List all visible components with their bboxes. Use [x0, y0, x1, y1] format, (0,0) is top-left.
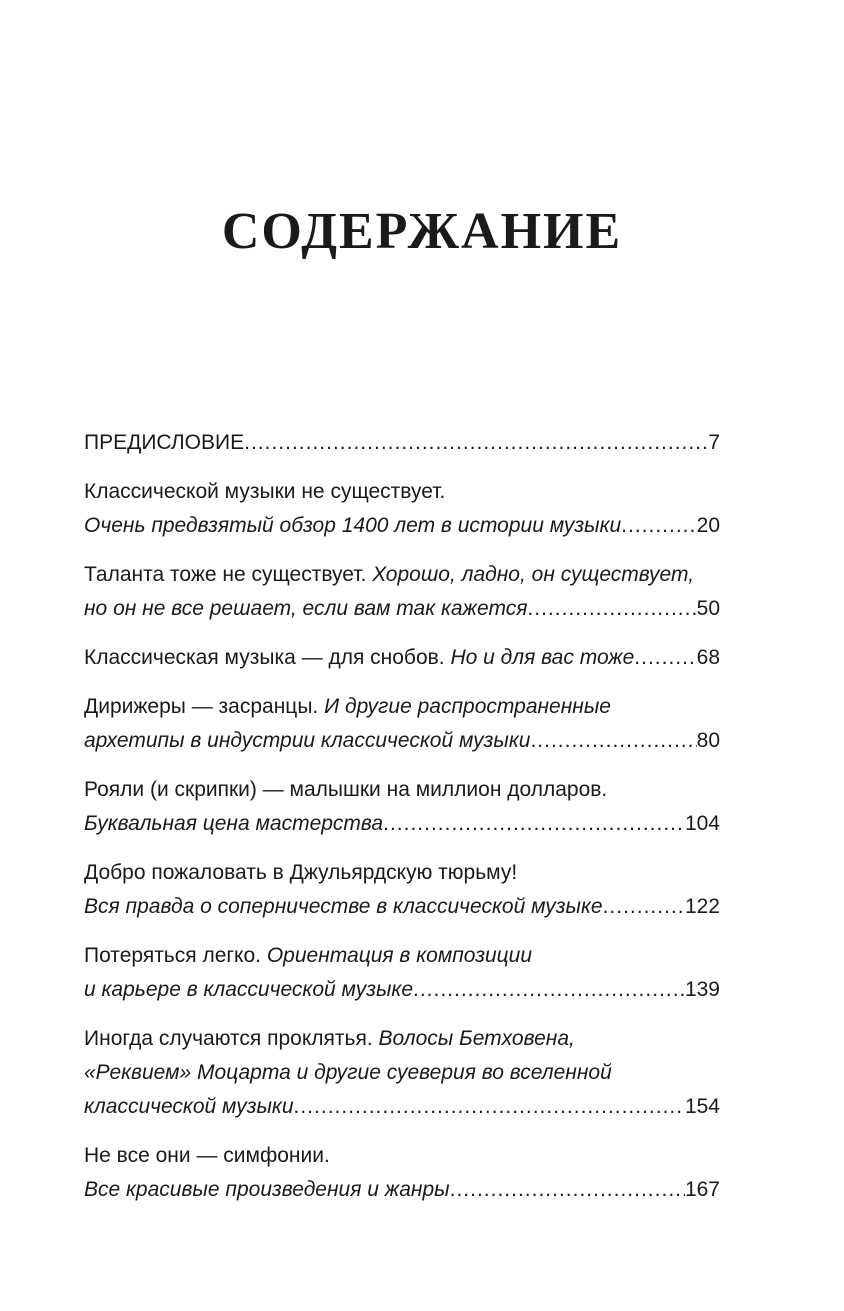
toc-entry-title: ПРЕДИСЛОВИЕ [84, 431, 245, 454]
toc-entry-line [84, 509, 720, 543]
toc-entry-line [84, 773, 720, 807]
toc-entry-line [84, 807, 720, 841]
toc-entry-line [84, 592, 720, 626]
toc-entry[interactable] [84, 475, 720, 543]
toc-entry-title: Добро пожаловать в Джульярдскую тюрьму! [84, 861, 518, 884]
toc-entry[interactable] [84, 1139, 720, 1207]
toc-entry-subtitle: и карьере в классической музыке [84, 978, 414, 1001]
toc-entry-line [84, 690, 720, 724]
toc-entry-line [84, 1056, 720, 1090]
toc-entry-title: Дирижеры — засранцы. [84, 695, 319, 718]
toc-entry-line [84, 1139, 720, 1173]
toc-entry-subtitle: «Реквием» Моцарта и другие суеверия во вселенной [84, 1061, 612, 1084]
toc-entry-line [84, 890, 720, 924]
toc-entry[interactable] [84, 773, 720, 841]
toc-entry-title: Таланта тоже не существует. [84, 563, 367, 586]
toc-page-number: 20 [696, 514, 720, 537]
toc-entry-subtitle: И другие распространенные [324, 695, 611, 718]
toc-entry-line [84, 939, 720, 973]
toc-page-number: 139 [684, 978, 720, 1001]
toc-entry[interactable] [84, 641, 720, 675]
dot-leader [413, 973, 685, 1007]
toc-entry-title: Не все они — симфонии. [84, 1144, 330, 1167]
toc-entry-subtitle: Буквальная цена мастерства [84, 812, 384, 835]
toc-entry-title: Иногда случаются проклятья. [84, 1027, 373, 1050]
toc-page-number: 104 [684, 812, 720, 835]
toc-entry[interactable] [84, 690, 720, 758]
toc-entry-title: Рояли (и скрипки) — малышки на миллион долларов. [84, 778, 608, 801]
toc-page-number: 50 [696, 597, 720, 620]
toc-entry[interactable] [84, 426, 720, 460]
dot-leader [527, 592, 696, 626]
toc-entry-subtitle: Хорошо, ладно, он существует, [372, 563, 695, 586]
toc-page-number: 122 [684, 895, 720, 918]
toc-entry[interactable] [84, 856, 720, 924]
dot-leader [244, 426, 708, 460]
toc-entry-subtitle: Очень предвзятый обзор 1400 лет в истории музыки [84, 514, 622, 537]
toc-entry[interactable] [84, 558, 720, 626]
dot-leader [621, 509, 696, 543]
toc-page-number: 68 [696, 646, 720, 669]
toc-entry-line [84, 1090, 720, 1124]
table-of-contents [84, 426, 720, 1222]
toc-entry-line [84, 641, 720, 675]
toc-entry-line [84, 973, 720, 1007]
toc-page-number: 154 [684, 1095, 720, 1118]
toc-entry[interactable] [84, 939, 720, 1007]
toc-entry-subtitle: но он не все решает, если вам так кажется [84, 597, 528, 620]
toc-entry-subtitle: архетипы в индустрии классической музыки [84, 729, 531, 752]
toc-entry-subtitle: классической музыки [84, 1095, 294, 1118]
toc-entry-title: Классическая музыка — для снобов. [84, 646, 445, 669]
page-title: СОДЕРЖАНИЕ [221, 203, 623, 260]
dot-leader [450, 1173, 685, 1207]
toc-entry-title: Потеряться легко. [84, 944, 261, 967]
toc-page-number: 167 [684, 1178, 720, 1201]
dot-leader [383, 807, 685, 841]
toc-entry-line [84, 558, 720, 592]
toc-entry-subtitle: Волосы Бетховена, [378, 1027, 575, 1050]
toc-entry-title: Классической музыки не существует. [84, 480, 446, 503]
dot-leader [634, 641, 696, 675]
dot-leader [294, 1090, 685, 1124]
toc-entry-line [84, 426, 720, 460]
toc-page-number: 80 [696, 729, 720, 752]
toc-entry-subtitle: Но и для вас тоже [450, 646, 635, 669]
toc-entry-line [84, 856, 720, 890]
toc-entry-subtitle: Ориентация в композиции [266, 944, 533, 967]
toc-entry[interactable] [84, 1022, 720, 1124]
toc-entry-subtitle: Вся правда о соперничестве в классической музыке [84, 895, 603, 918]
dot-leader [603, 890, 685, 924]
toc-page-number: 7 [708, 431, 720, 454]
toc-entry-subtitle: Все красивые произведения и жанры [84, 1178, 450, 1201]
toc-entry-line [84, 475, 720, 509]
dot-leader [530, 724, 696, 758]
toc-entry-line [84, 1173, 720, 1207]
toc-entry-line [84, 724, 720, 758]
toc-entry-line [84, 1022, 720, 1056]
